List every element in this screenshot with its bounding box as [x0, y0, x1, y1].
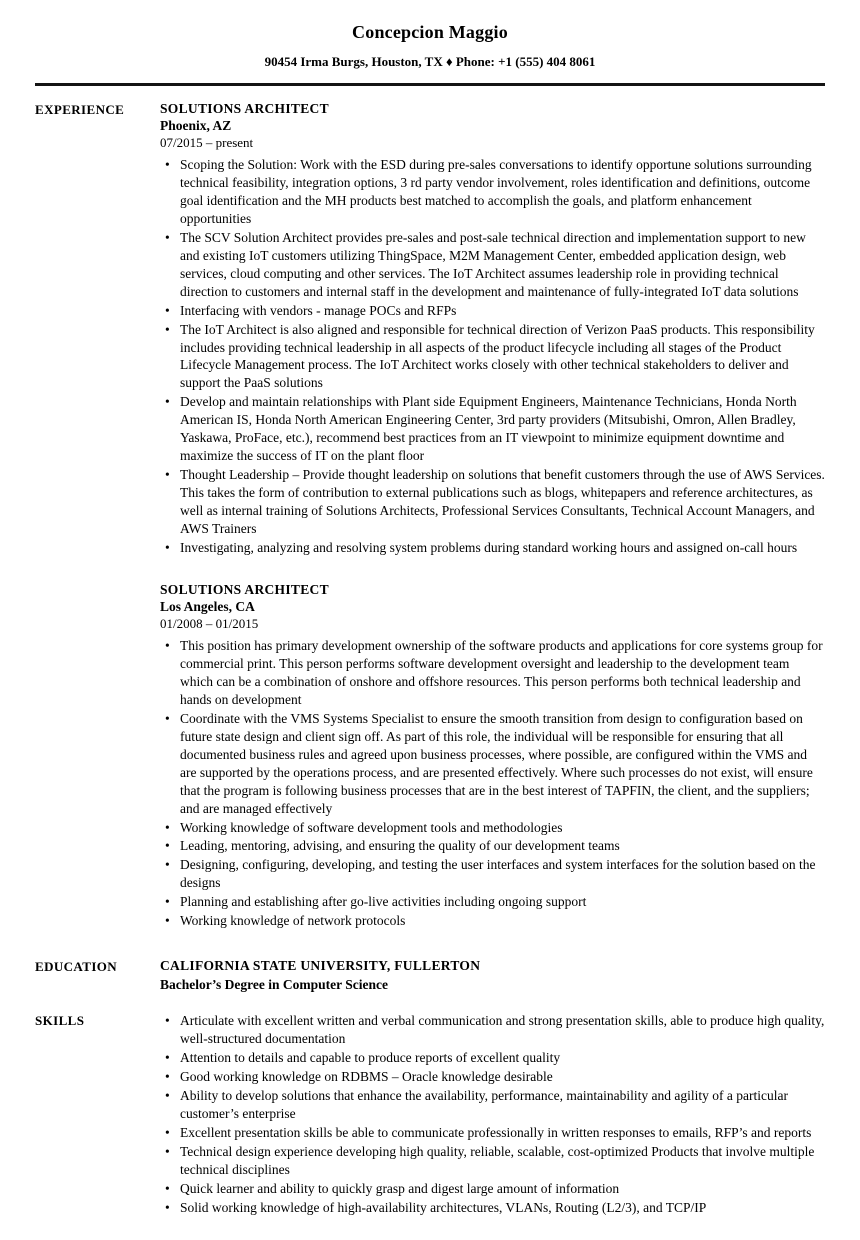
bullet-item: • Articulate with excellent written and verbal communication and strong presentation skills, able to produce high quality, well-structured documentation — [160, 1012, 825, 1048]
skills-content — [160, 1012, 825, 1217]
bullet-item: • Develop and maintain relationships with Plant side Equipment Engineers, Maintenance Technicians, Honda North American IS, Honda North American Engineering Center, 3rd party providers (Mitsubishi, Omron, Allen Bradley, Yaskawa, ProFace, etc.), recommend best practices from an IT viewpoint to minimize equipment downtime and maximize the success of IT on the plant floor — [160, 393, 825, 465]
job-dates: 07/2015 – present — [160, 135, 254, 150]
education-school: CALIFORNIA STATE UNIVERSITY, FULLERTON — [160, 958, 481, 974]
education-section — [35, 958, 825, 993]
bullet-item: • Good working knowledge on RDBMS – Oracle knowledge desirable — [160, 1068, 825, 1086]
bullet-item: • Designing, configuring, developing, and testing the user interfaces and system interfaces for the solution based on the designs — [160, 856, 825, 892]
job-title: SOLUTIONS ARCHITECT — [160, 101, 329, 116]
education-content — [160, 958, 825, 993]
job-location: Los Angeles, CA — [160, 598, 255, 614]
bullet-item: • Thought Leadership – Provide thought leadership on solutions that benefit customers through the use of AWS Services. This takes the form of contribution to external publications such as blogs, whitepapers and reference architectures, as well as internal training of Solutions Architects, Professional Services Consultants, Technical Account Managers, and AWS Trainers — [160, 466, 825, 538]
job-title: SOLUTIONS ARCHITECT — [160, 581, 329, 597]
bullet-item: • The IoT Architect is also aligned and responsible for technical direction of Verizon PaaS products. This responsibility includes providing technical leadership in all aspects of the product lifecycle including all stages of the Product Lifecycle Management process. The IoT Architect works closely with other technical stakeholders to deliver and support the PaaS solutions — [160, 321, 825, 393]
section-label-skills: SKILLS — [35, 1013, 85, 1029]
job-bullet-list — [160, 637, 825, 930]
bullet-item: • Scoping the Solution: Work with the ESD during pre-sales conversations to identify opportune solutions surrounding technical feasibility, integration options, 3 rd party vendor involvement, roles identification and definitions, outcome goal identification and the MH products best matched to accomplish the goals, and platform enhancement opportunities — [160, 156, 825, 228]
header-divider — [35, 83, 825, 86]
bullet-item: • Investigating, analyzing and resolving system problems during standard working hours and assigned on-call hours — [160, 539, 825, 557]
bullet-item: • Working knowledge of software development tools and methodologies — [160, 819, 825, 837]
bullet-item: • Attention to details and capable to produce reports of excellent quality — [160, 1049, 825, 1067]
bullet-item: • Leading, mentoring, advising, and ensuring the quality of our development teams — [160, 837, 825, 855]
bullet-item: • Technical design experience developing high quality, reliable, scalable, cost-optimized Products that involve multiple technical disciplines — [160, 1143, 825, 1179]
experience-section — [35, 101, 825, 931]
skills-bullet-list — [160, 1012, 825, 1216]
bullet-item: • Coordinate with the VMS Systems Specialist to ensure the smooth transition from design to configuration based on future state design and client sign off. As part of this role, the individual will be responsible for ensuring that all documented business rules and agreed upon business processes, where possible, are configured within the VMS and are supported by the operations process, and are presented effectively. Where such processes do not exist, will ensure that the program is following business processes that are in the best interest of TAPFIN, the client, and the suppliers; and are managed effectively — [160, 710, 825, 818]
job-bullet-list — [160, 156, 825, 557]
candidate-name: Concepcion Maggio — [352, 22, 508, 42]
bullet-item: • Solid working knowledge of high-availability architectures, VLANs, Routing (L2/3), and TCP/IP — [160, 1199, 825, 1217]
section-label-education: EDUCATION — [35, 959, 118, 975]
job-location: Phoenix, AZ — [160, 118, 232, 133]
resume-header — [35, 22, 825, 86]
bullet-item: • Working knowledge of network protocols — [160, 912, 825, 930]
bullet-item: • Planning and establishing after go-live activities including ongoing support — [160, 893, 825, 911]
bullet-item: • The SCV Solution Architect provides pre-sales and post-sale technical direction and implementation support to new and existing IoT customers utilizing ThingSpace, M2M Management Center, embedded application design, web services, cloud computing and other services. The IoT Architect assumes leadership role in providing technical direction to customers and internal staff in the development and maintenance of fully-integrated IoT data solutions — [160, 229, 825, 301]
bullet-item: • Interfacing with vendors - manage POCs and RFPs — [160, 302, 825, 320]
job-entry — [160, 101, 825, 557]
section-label-experience: EXPERIENCE — [35, 102, 125, 117]
bullet-item: • This position has primary development ownership of the software products and applications for core systems group for commercial print. This person performs software development oversight and leadership to the development team which can be a combination of onshore and offshore resources. This person performs both technical leadership and hands on development — [160, 637, 825, 709]
job-dates: 01/2008 – 01/2015 — [160, 615, 259, 631]
contact-info: 90454 Irma Burgs, Houston, TX ♦ Phone: +1 (555) 404 8061 — [264, 54, 596, 69]
education-degree: Bachelor’s Degree in Computer Science — [160, 977, 388, 993]
job-entry — [160, 582, 825, 930]
bullet-item: • Ability to develop solutions that enhance the availability, performance, maintainability and agility of a particular customer’s enterprise — [160, 1087, 825, 1123]
bullet-item: • Excellent presentation skills be able to communicate professionally in written responses to emails, RFP’s and reports — [160, 1124, 825, 1142]
experience-content — [160, 101, 825, 931]
bullet-item: • Quick learner and ability to quickly grasp and digest large amount of information — [160, 1180, 825, 1198]
skills-section — [35, 1012, 825, 1217]
